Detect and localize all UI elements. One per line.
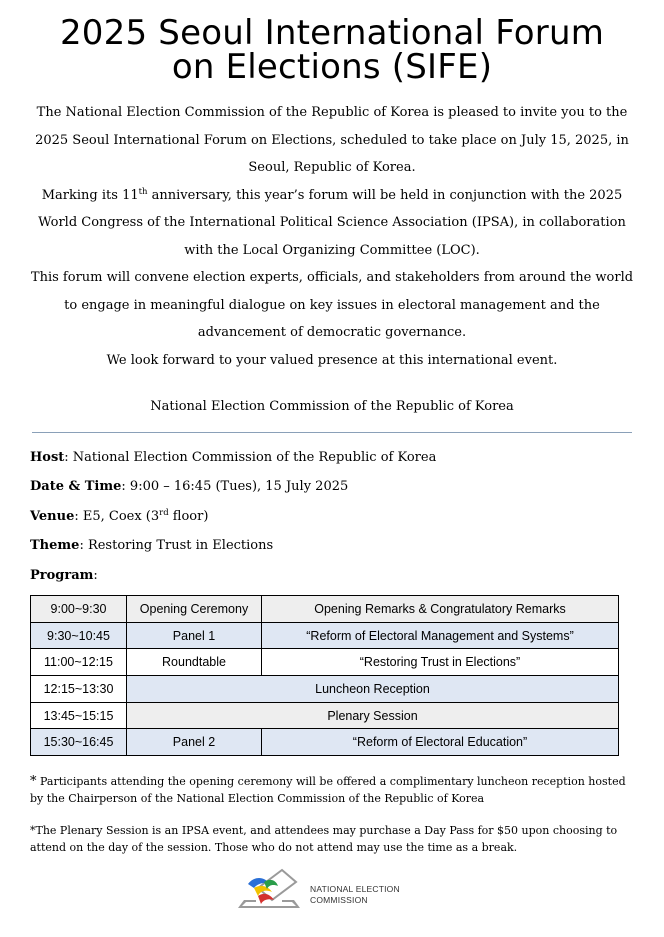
logo-wordmark xyxy=(310,884,440,906)
nec-logo xyxy=(234,864,434,916)
session-time: 9:30~10:45 xyxy=(31,622,127,649)
intro-paragraph-2 xyxy=(24,182,640,265)
host-line xyxy=(30,448,640,468)
table-row xyxy=(31,649,619,676)
date-line xyxy=(30,477,640,497)
program-heading xyxy=(30,566,640,586)
session-description: Opening Remarks & Congratulatory Remarks xyxy=(262,596,619,623)
program-colon: : xyxy=(93,568,98,583)
asterisk: * xyxy=(30,774,37,789)
session-time: 13:45~15:15 xyxy=(31,702,127,729)
table-row xyxy=(31,622,619,649)
session-description: “Reform of Electoral Management and Systems” xyxy=(262,622,619,649)
luncheon-note-text xyxy=(30,773,640,807)
venue-line xyxy=(30,507,640,527)
luncheon-note xyxy=(30,773,640,807)
table-row xyxy=(31,702,619,729)
venue-ordinal-suffix: rd xyxy=(159,508,169,518)
program-label: Program xyxy=(30,568,94,583)
host-value: : National Election Commission of the Republic of Korea xyxy=(64,450,437,465)
signature: National Election Commission of the Republic of Korea xyxy=(150,399,514,414)
session-time: 12:15~13:30 xyxy=(31,676,127,703)
intro-paragraph-1: The National Election Commission of the Republic of Korea is pleased to invite you to the 2025 Seoul International Forum on Elections, scheduled to take place on July 15, 2025, in Seoul, Republic of Korea. xyxy=(35,105,629,175)
intro-p2-start: Marking its 11 xyxy=(41,187,139,203)
ordinal-suffix: th xyxy=(138,186,148,197)
theme-line xyxy=(30,536,640,556)
theme-label: Theme xyxy=(30,538,80,553)
session-type: Roundtable xyxy=(127,649,262,676)
session-description: “Reform of Electoral Education” xyxy=(262,729,619,756)
plenary-note xyxy=(30,822,640,856)
plenary-note-text: *The Plenary Session is an IPSA event, and attendees may purchase a Day Pass for $50 upon choosing to attend on the day of the session. Those who do not attend may use the time as a break. xyxy=(30,824,618,854)
title-line-2: on Elections (SIFE) xyxy=(171,47,493,87)
table-row xyxy=(31,729,619,756)
logo-line-2: COMMISSION xyxy=(310,895,368,905)
venue-value-end: floor) xyxy=(168,509,209,524)
host-label: Host xyxy=(30,450,65,465)
date-value: : 9:00 – 16:45 (Tues), 15 July 2025 xyxy=(121,479,349,494)
session-time: 9:00~9:30 xyxy=(31,596,127,623)
session-type: Opening Ceremony xyxy=(127,596,262,623)
session-description: Plenary Session xyxy=(127,702,619,729)
intro-paragraph-4: We look forward to your valued presence at this international event. xyxy=(106,352,558,368)
intro-p2-end: anniversary, this year’s forum will be held in conjunction with the 2025 World Congress of the International Political Science Association (IPSA), in collaboration with the Local Organizing Committee (LOC). xyxy=(38,187,626,258)
luncheon-note-body: Participants attending the opening ceremony will be offered a complimentary luncheon reception hosted by the Chairperson of the National Election Commission of the Republic of Korea xyxy=(30,775,626,805)
session-type: Panel 2 xyxy=(127,729,262,756)
venue-value: : E5, Coex (3 xyxy=(74,509,160,524)
title-line-1: 2025 Seoul International Forum xyxy=(59,13,605,53)
table-row xyxy=(31,596,619,623)
table-row xyxy=(31,676,619,703)
date-label: Date & Time xyxy=(30,479,122,494)
session-time: 15:30~16:45 xyxy=(31,729,127,756)
venue-label: Venue xyxy=(30,509,75,524)
ballot-box-emblem-icon xyxy=(234,864,304,916)
logo-line-1: NATIONAL ELECTION xyxy=(310,884,400,894)
theme-value: : Restoring Trust in Elections xyxy=(79,538,274,553)
invitation-text xyxy=(24,99,640,374)
session-description: Luncheon Reception xyxy=(127,676,619,703)
section-divider xyxy=(32,432,632,433)
session-description: “Restoring Trust in Elections” xyxy=(262,649,619,676)
intro-paragraph-3: This forum will convene election experts, officials, and stakeholders from around the world to engage in meaningful dialogue on key issues in electoral management and the advancement of democratic governance. xyxy=(30,270,634,340)
session-type: Panel 1 xyxy=(127,622,262,649)
session-time: 11:00~12:15 xyxy=(31,649,127,676)
page-title xyxy=(0,13,664,87)
program-table xyxy=(30,595,619,756)
